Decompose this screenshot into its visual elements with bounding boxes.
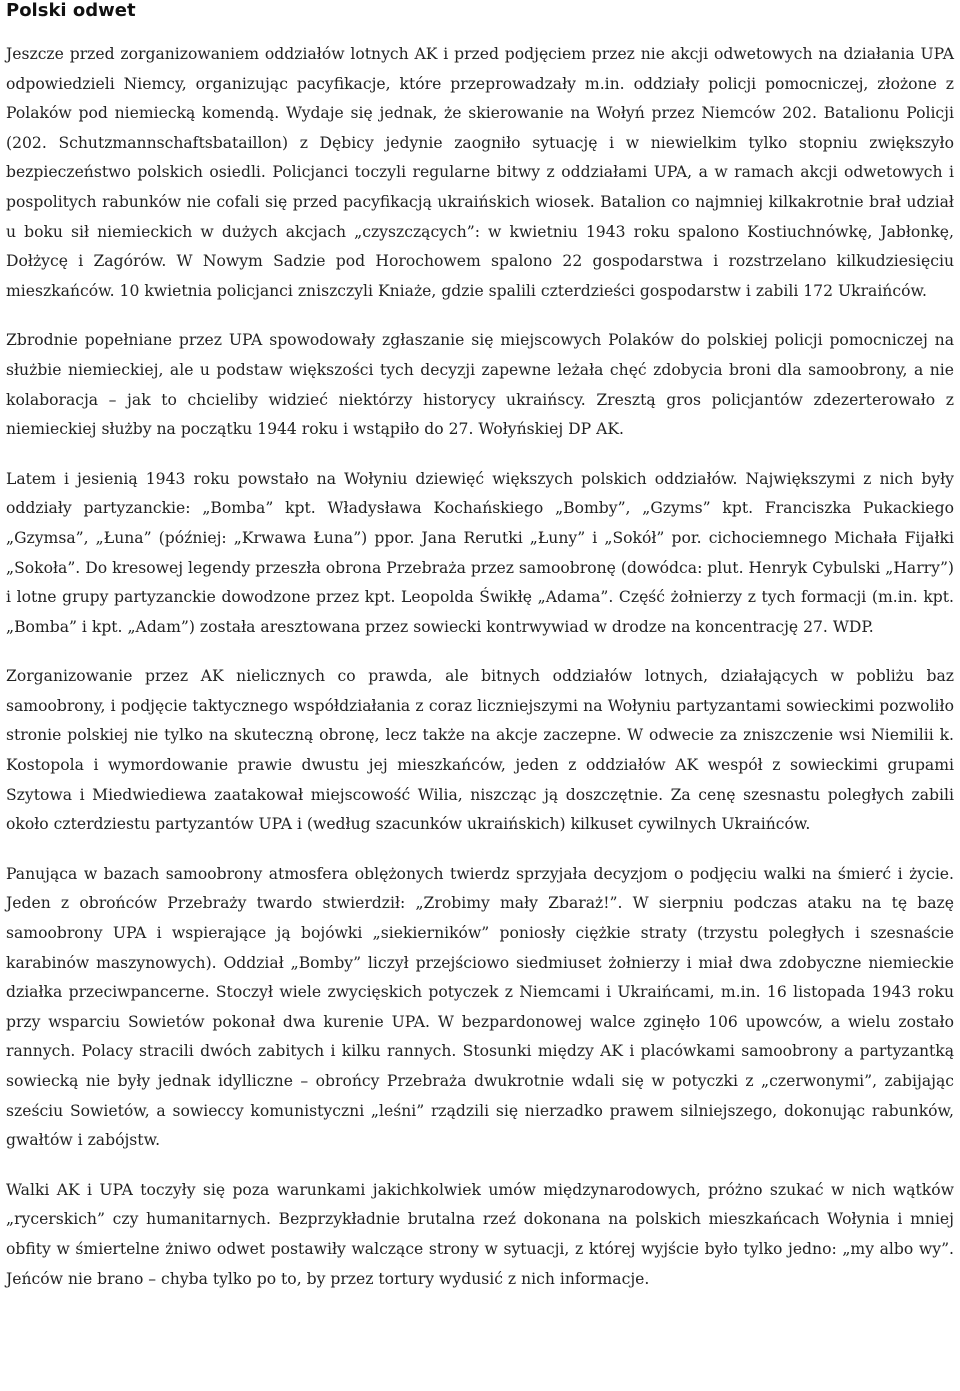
- paragraph-1: Jeszcze przed zorganizowaniem oddziałów lotnych AK i przed podjęciem przez nie akcji odwetowych na działania UPA odpowiedzieli Niemcy, organizując pacyfikacje, które przeprowadzały m.in. oddziały policji pomocniczej, złożone z Polaków pod niemiecką komendą. Wydaje się jednak, że skierowanie na Wołyń przez Niemców 202. Batalionu Policji (202. Schutzmannschaftsbataillon) z Dębicy jedynie zaogniło sytuację i w niewielkim tylko stopniu zwiększyło bezpieczeństwo polskich osiedli. Policjanci toczyli regularne bitwy z oddziałami UPA, a w ramach akcji odwetowych i pospolitych rabunków nie cofali się przed pacyfikacją ukraińskich wiosek. Batalion co najmniej kilkakrotnie brał udział u boku sił niemieckich w dużych akcjach „czyszczących”: w kwietniu 1943 roku spalono Kostiuchnówkę, Jabłonkę, Dołżycę i Zagórów. W Nowym Sadzie pod Horochowem spalono 22 gospodarstwa i rozstrzelano kilkudziesięciu mieszkańców. 10 kwietnia policjanci zniszczyli Kniaże, gdzie spalili czterdzieści gospodarstw i zabili 172 Ukraińców.: [6, 45, 954, 300]
- paragraph-6: Walki AK i UPA toczyły się poza warunkami jakichkolwiek umów międzynarodowych, próżno szukać w nich wątków „rycerskich” czy humanitarnych. Bezprzykładnie brutalna rzeź dokonana na polskich mieszkańcach Wołynia i mniej obfity w śmiertelne żniwo odwet postawiły walczące strony w sytuacji, z której wyjście było tylko jedno: „my albo wy”. Jeńców nie brano – chyba tylko po to, by przez tortury wydusić z nich informacje.: [6, 1180, 954, 1288]
- paragraph-4: Zorganizowanie przez AK nielicznych co prawda, ale bitnych oddziałów lotnych, działających w pobliżu baz samoobrony, i podjęcie taktycznego współdziałania z coraz liczniejszymi na Wołyniu partyzantami sowieckimi pozwoliło stronie polskiej nie tylko na skuteczną obronę, lecz także na akcje zaczepne. W odwecie za zniszczenie wsi Niemilii k. Kostopola i wymordowanie prawie dwustu jej mieszkańców, jeden z oddziałów AK wespół z sowieckimi grupami Szytowa i Miedwiediewa zaatakował miejscowość Wilia, niszcząc ją doszczętnie. Za cenę szesnastu poległych zabili około czterdziestu partyzantów UPA i (według szacunków ukraińskich) kilkuset cywilnych Ukraińców.: [6, 667, 954, 834]
- paragraph-5: Panująca w bazach samoobrony atmosfera oblężonych twierdz sprzyjała decyzjom o podjęciu walki na śmierć i życie. Jeden z obrońców Przebraży twardo stwierdził: „Zrobimy mały Zbaraż!”. W sierpniu podczas ataku na tę bazę samoobrony UPA i wspierające ją bojówki „siekierników” poniosły ciężkie straty (trzystu poległych i szesnaście karabinów maszynowych). Oddział „Bomby” liczył przejściowo siedmiuset żołnierzy i miał dwa zdobyczne niemieckie działka przeciwpancerne. Stoczył wiele zwycięskich potyczek z Niemcami i Ukraińcami, m.in. 16 listopada 1943 roku przy wsparciu Sowietów pokonał dwa kurenie UPA. W bezpardonowej walce zginęło 106 upowców, a wielu zostało rannych. Polacy stracili dwóch zabitych i kilku rannych. Stosunki między AK i placówkami samoobrony a partyzantką sowiecką nie były jednak idylliczne – obrońcy Przebraża dwukrotnie wdali się w potyczki z „czerwonymi”, zabijając sześciu Sowietów, a sowieccy komunistyczni „leśni” rządzili się nierzadko prawem silniejszego, dokonując rabunków, gwałtów i zabójstw.: [6, 864, 954, 1150]
- section-title: Polski odwet: [6, 0, 136, 21]
- paragraph-3: Latem i jesienią 1943 roku powstało na Wołyniu dziewięć większych polskich oddziałów. Największymi z nich były oddziały partyzanckie: „Bomba” kpt. Władysława Kochańskiego „Bomby”, „Gzyms” kpt. Franciszka Pukackiego „Gzymsa”, „Łuna” (później: „Krwawa Łuna”) ppor. Jana Rerutki „Łuny” i „Sokół” por. cichociemnego Michała Fijałki „Sokoła”. Do kresowej legendy przeszła obrona Przebraża przez samoobronę (dowódca: plut. Henryk Cybulski „Harry”) i lotne grupy partyzanckie dowodzone przez kpt. Leopolda Świkłę „Adama”. Część żołnierzy z tych formacji (m.in. kpt. „Bomba” i kpt. „Adam”) została aresztowana przez sowiecki kontrwywiad w drodze na koncentrację 27. WDP.: [6, 469, 954, 636]
- paragraph-2: Zbrodnie popełniane przez UPA spowodowały zgłaszanie się miejscowych Polaków do polskiej policji pomocniczej na służbie niemieckiej, ale u podstaw większości tych decyzji zapewne leżała chęć zdobycia broni dla samoobrony, a nie kolaboracja – jak to chcieliby widzieć niektórzy historycy ukraińscy. Zresztą gros policjantów zdezerterowało z niemieckiej służby na początku 1944 roku i wstąpiło do 27. Wołyńskiej DP AK.: [6, 331, 954, 439]
